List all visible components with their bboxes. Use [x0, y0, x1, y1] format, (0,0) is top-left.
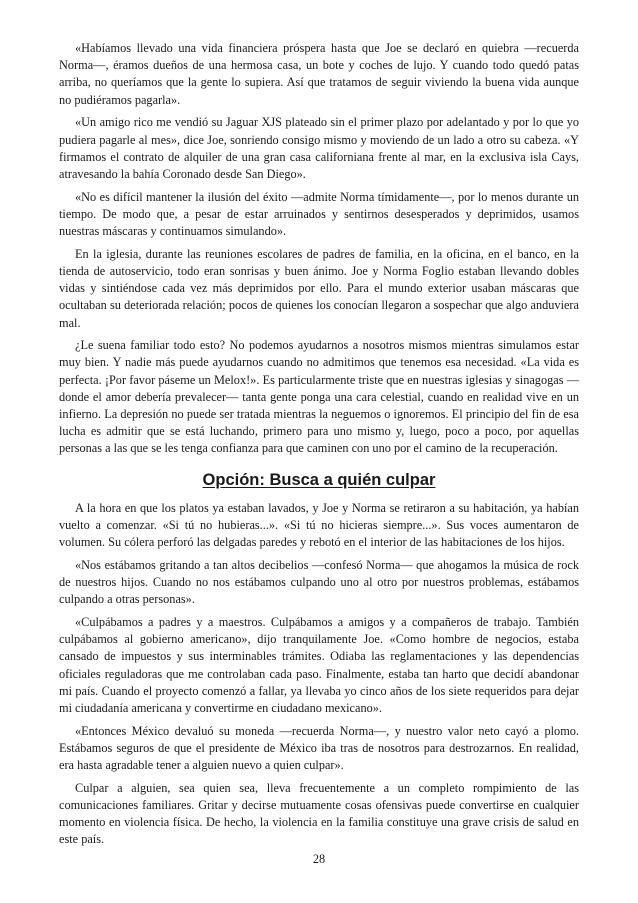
paragraph: «Un amigo rico me vendió su Jaguar XJS plateado sin el primer plazo por adelantado y por lo que yo pudiera pagarle al mes», dice Joe, sonriendo consigo mismo y moviendo de un lado a otro su cabeza. «Y firmamos el contrato de alquiler de una gran casa californiana frente al mar, en la exclusiva isla Cays, atravesando la bahía Coronado desde San Diego».: [59, 115, 579, 181]
paragraph: Culpar a alguien, sea quien sea, lleva frecuentemente a un completo rompimiento de las comunicaciones familiares. Gritar y decirse mutuamente cosas ofensivas puede convertirse en cualquier momento en violencia física. De hecho, la violencia en la familia constituye una grave crisis de salud en este país.: [59, 780, 579, 847]
paragraph: «Culpábamos a padres y a maestros. Culpábamos a amigos y a compañeros de trabajo. También culpábamos al gobierno americano», dijo tranquilamente Joe. «Como hombre de negocios, estaba cansado de impuestos y sus interminables trámites. Odiaba las reglamentaciones y las dependencias oficiales reguladoras que me controlaban cada paso. Finalmente, estaba tan harto que decidí abandonar mi país. Cuando el proyecto comenzó a fallar, ya llevaba yo cinco años de los siete requeridos para dejar mi ciudadanía americana y convertirme en ciudadano mexicano».: [59, 614, 579, 715]
paragraph: A la hora en que los platos ya estaban lavados, y Joe y Norma se retiraron a su habitación, ya habían vuelto a comenzar. «Si tú no hubieras...». «Si tú no hicieras siempre...». Sus voces aumentaron de volumen. Su cólera perforó las delgadas paredes y rebotó en el interior de las habitaciones de los hijos.: [59, 500, 579, 550]
page-number: 28: [312, 852, 326, 866]
section-heading: Opción: Busca a quién culpar: [202, 470, 436, 489]
paragraph: ¿Le suena familiar todo esto? No podemos ayudarnos a nosotros mismos mientras simulamos estar muy bien. Y nadie más puede ayudarnos cuando no admitimos que tenemos esa necesidad. «La vida es perfecta. ¡Por favor páseme un Melox!». Es particularmente triste que en nuestras iglesias y sinagogas —donde el amor debería prevalecer— tanta gente ponga una cara celestial, cuando en realidad vive en un infierno. La depresión no puede ser tratada mientras la neguemos o ignoremos. El principio del fin de esa lucha es admitir que se está luchando, primero para uno mismo y, luego, poco a poco, por aquellas personas a las que se les tenga confianza para que caminen con uno por el camino de la recuperación.: [59, 338, 579, 456]
body-text-after: [59, 500, 579, 849]
paragraph: «Nos estábamos gritando a tan altos decibelios —confesó Norma— que ahogamos la música de rock de nuestros hijos. Cuando no nos estábamos culpando uno al otro por nuestros problemas, estábamos culpando a otras personas».: [59, 557, 579, 607]
paragraph: «Habíamos llevado una vida financiera próspera hasta que Joe se declaró en quiebra —recuerda Norma—, éramos dueños de una hermosa casa, un bote y coches de lujo. Y cuando todo quedó patas arriba, no queríamos que la gente lo supiera. Así que tratamos de seguir viviendo la buena vida aunque no pudiéramos pagarla».: [59, 41, 579, 107]
paragraph: En la iglesia, durante las reuniones escolares de padres de familia, en la oficina, en el banco, en la tienda de autoservicio, todo eran sonrisas y buen ánimo. Joe y Norma Foglio estaban llevando dobles vidas y sintiéndose cada vez más deprimidos por ello. Para el mundo exterior usaban máscaras que ocultaban su deteriorada relación; pocos de quienes los conocían llegaron a sospechar que algo anduviera mal.: [59, 246, 579, 330]
paragraph: «Entonces México devaluó su moneda —recuerda Norma—, y nuestro valor neto cayó a plomo. Estábamos seguros de que el presidente de México iba tras de nosotros para destrozarnos. En realidad, era hasta agradable tener a alguien nuevo a quien culpar».: [59, 723, 579, 773]
body-text-before: [59, 40, 579, 458]
paragraph: «No es difícil mantener la ilusión del éxito —admite Norma tímidamente—, por lo menos durante un tiempo. De modo que, a pesar de estar arruinados y sentirnos desesperados y deprimidos, usamos nuestras máscaras y continuamos simulando».: [59, 189, 579, 239]
